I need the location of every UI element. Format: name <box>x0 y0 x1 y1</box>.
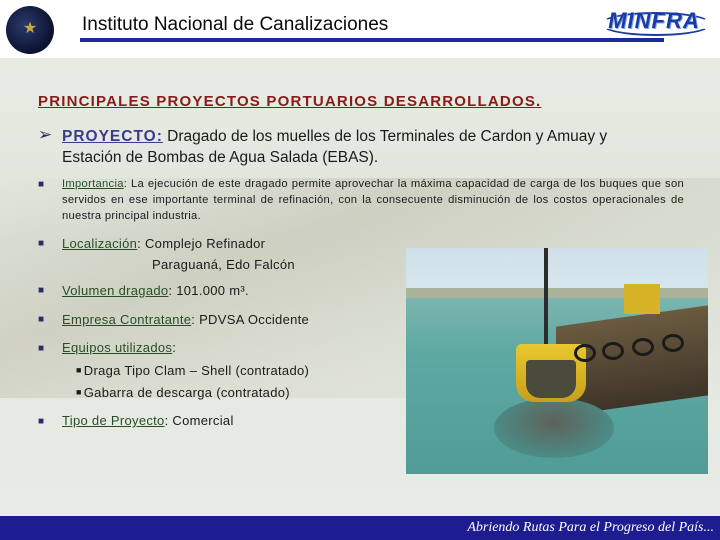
photo-shoreline <box>406 288 708 298</box>
dredging-photo <box>406 248 708 474</box>
arrow-bullet-icon: ➢ <box>38 125 53 144</box>
equipos-item <box>62 340 176 355</box>
volumen-label: Volumen dragado <box>62 283 169 298</box>
project-text-line1: Dragado de los muelles de los Terminales de Cardon y Amuay y <box>162 128 608 145</box>
section-title: PRINCIPALES PROYECTOS PORTUARIOS DESARROLLADOS. <box>38 93 542 110</box>
header <box>0 0 720 58</box>
importancia-label: Importancia <box>62 178 124 190</box>
importancia-text: : La ejecución de este dragado permite aprovechar la máxima capacidad de carga de los buques que son servidos en ese importante terminal de refinación, con la consecuente disminución de los costos operacionales de nuestra principal industria. <box>62 178 684 222</box>
tipo-text: : Comercial <box>164 413 234 428</box>
empresa-text: : PDVSA Occidente <box>191 312 310 327</box>
empresa-label: Empresa Contratante <box>62 312 192 327</box>
localizacion-item <box>62 236 265 251</box>
localizacion-line2: Paraguaná, Edo Falcón <box>152 257 295 272</box>
equipos-subitem-text: Draga Tipo Clam – Shell (contratado) <box>83 363 310 378</box>
seal-emblem-icon <box>6 6 54 54</box>
header-title: Instituto Nacional de Canalizaciones <box>82 14 389 35</box>
equipos-text: : <box>172 340 177 355</box>
volumen-item <box>62 283 249 298</box>
minfra-logo: MINFRA <box>608 8 700 33</box>
equipos-label: Equipos utilizados <box>62 340 173 355</box>
localizacion-text: : Complejo Refinador <box>137 236 266 251</box>
square-bullet-icon: ■ <box>38 416 45 427</box>
square-bullet-icon: ■ <box>38 238 45 249</box>
importancia-item <box>62 176 684 224</box>
project-label: PROYECTO: <box>62 128 163 145</box>
equipos-subitem <box>76 363 309 378</box>
square-bullet-icon: ■ <box>38 179 45 190</box>
header-rule <box>80 38 664 42</box>
photo-machine <box>624 284 660 314</box>
square-bullet-icon: ■ <box>76 365 82 375</box>
tipo-label: Tipo de Proyecto <box>62 413 165 428</box>
footer-slogan: Abriendo Rutas Para el Progreso del País... <box>467 520 714 535</box>
equipos-subitem-text: Gabarra de descarga (contratado) <box>83 385 290 400</box>
photo-crane-cable <box>544 248 548 358</box>
photo-bucket-load <box>526 360 576 398</box>
project-text-line2: Estación de Bombas de Agua Salada (EBAS). <box>62 149 379 166</box>
photo-tire <box>574 344 596 362</box>
star-icon: ★ <box>22 20 38 37</box>
project-description <box>62 126 702 168</box>
equipos-subitem <box>76 385 290 400</box>
volumen-text: : 101.000 m³. <box>168 283 249 298</box>
photo-tire <box>602 342 624 360</box>
square-bullet-icon: ■ <box>38 343 45 354</box>
photo-tire <box>632 338 654 356</box>
photo-tire <box>662 334 684 352</box>
square-bullet-icon: ■ <box>38 285 45 296</box>
empresa-item <box>62 312 309 327</box>
square-bullet-icon: ■ <box>38 314 45 325</box>
square-bullet-icon: ■ <box>76 387 82 397</box>
tipo-item <box>62 413 234 428</box>
footer-bar <box>0 516 720 540</box>
localizacion-label: Localización <box>62 236 138 251</box>
photo-mud-splash <box>494 398 614 458</box>
